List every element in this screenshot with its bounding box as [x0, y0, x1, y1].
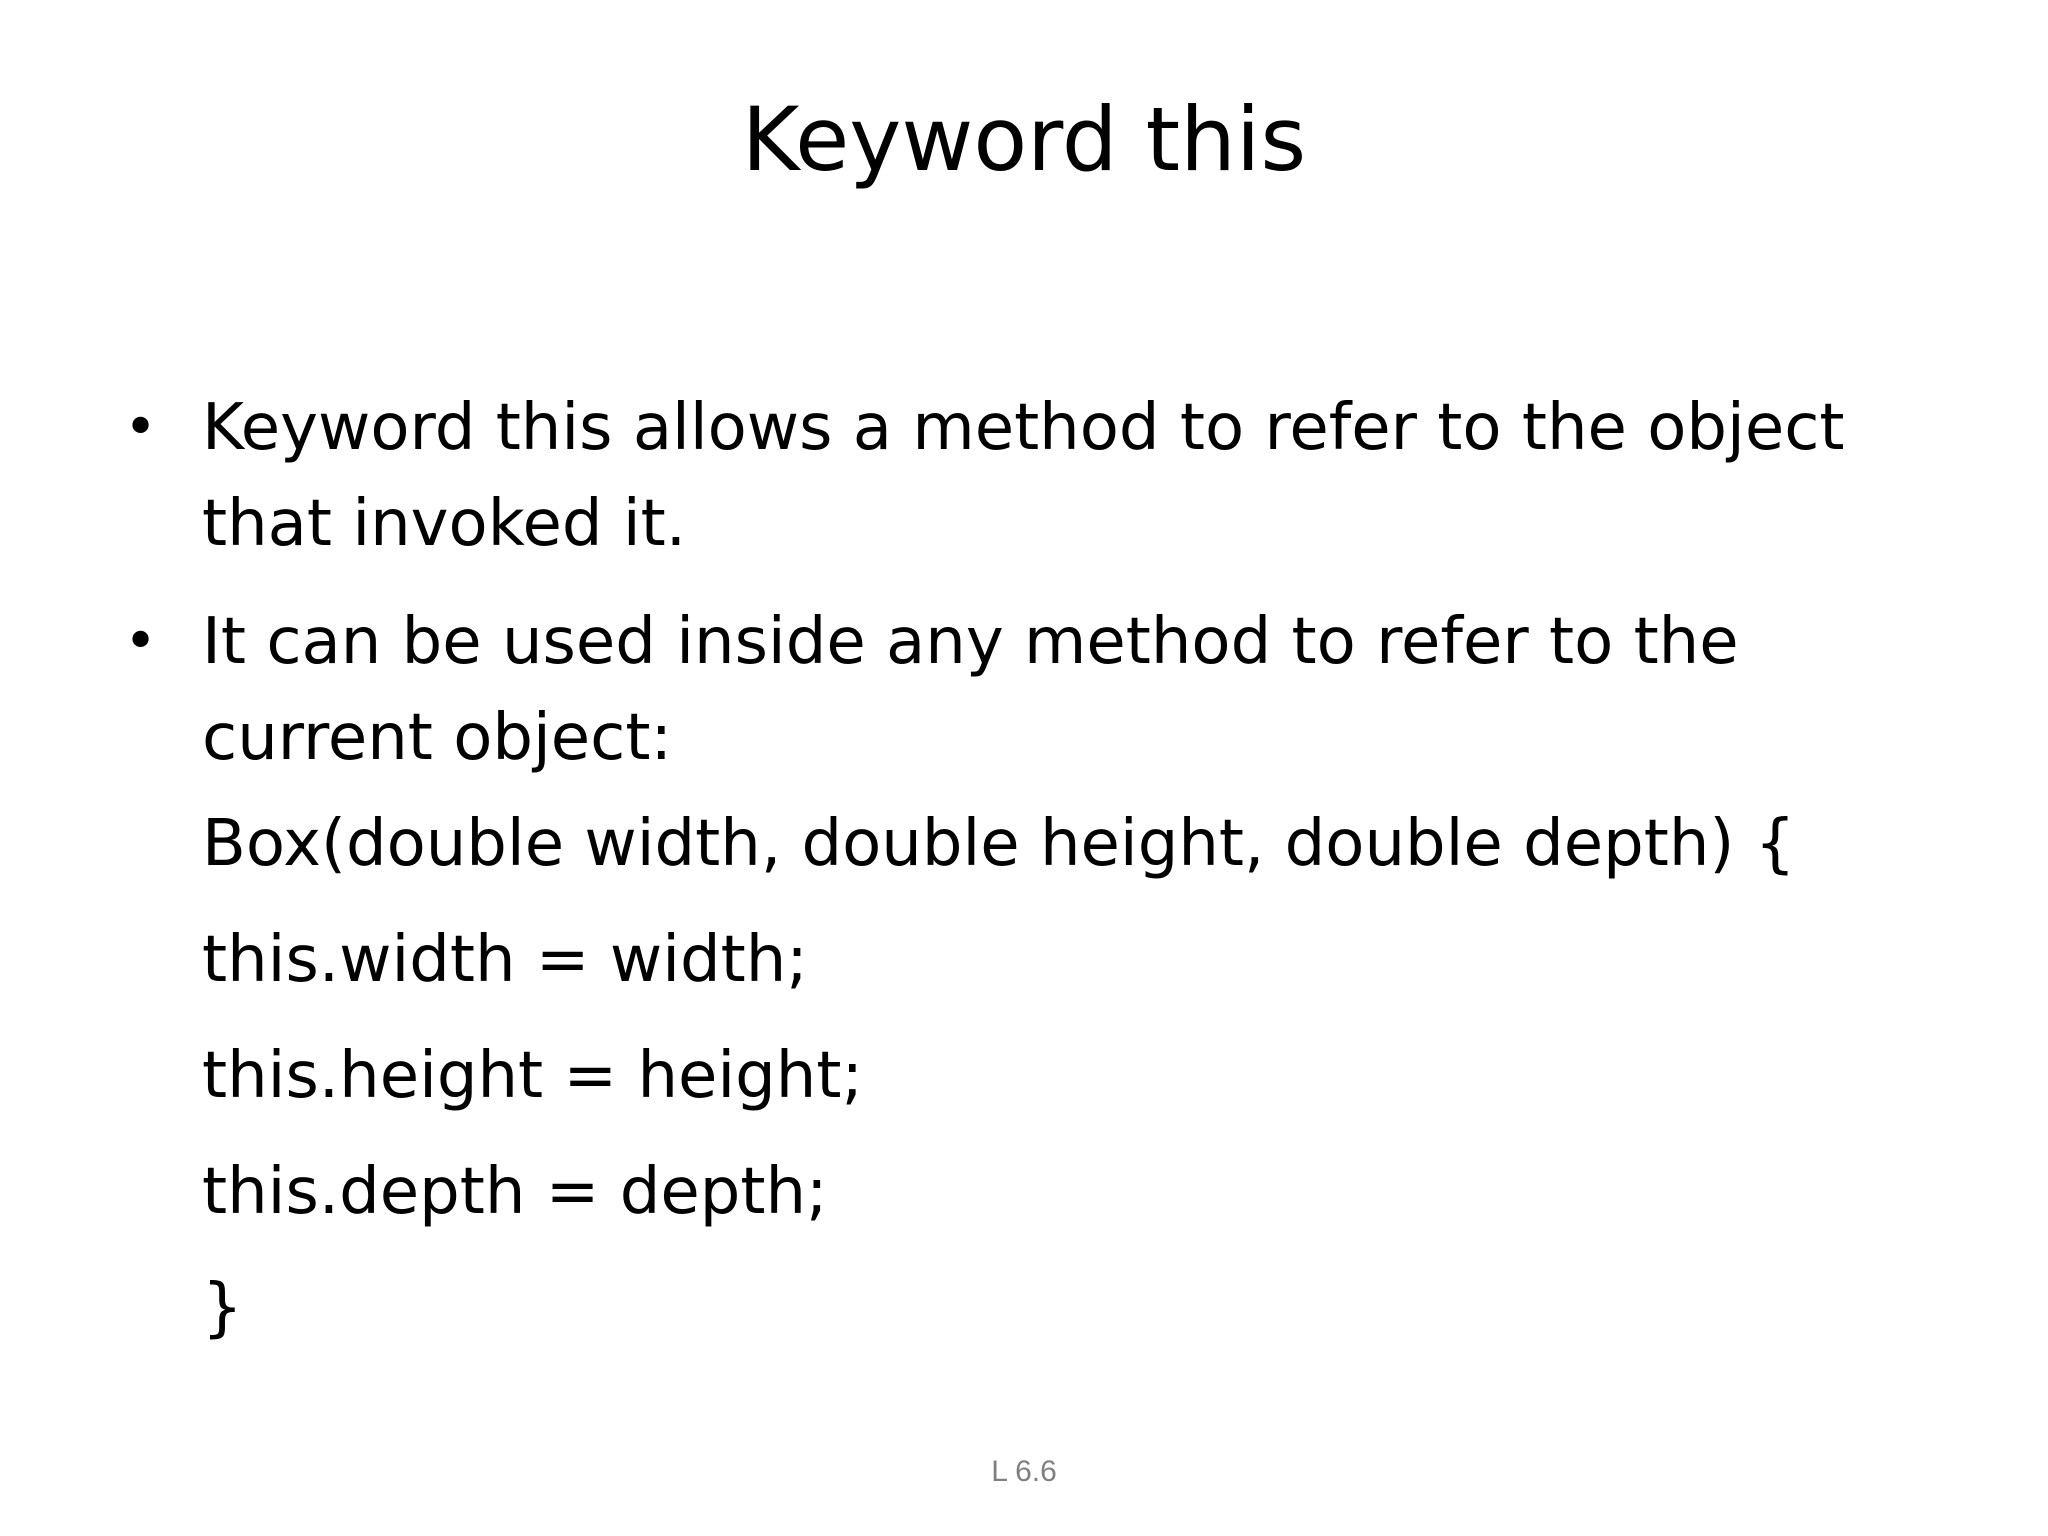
- code-line: this.width = width;: [202, 923, 808, 997]
- code-line: Box(double width, double height, double depth) {: [202, 807, 1796, 881]
- code-example: [202, 796, 1982, 1376]
- code-line: }: [202, 1271, 243, 1345]
- slide-title: Keyword this: [741, 88, 1307, 191]
- bullet-icon: •: [124, 395, 158, 460]
- bullet-icon: •: [124, 609, 158, 674]
- bullet-text: It can be used inside any method to refer to the current object:: [202, 605, 1739, 775]
- slide-number: L 6.6: [991, 1455, 1057, 1488]
- bullet-list: [122, 380, 1922, 808]
- bullet-text: Keyword this allows a method to refer to the object that invoked it.: [202, 391, 1845, 561]
- bullet-item: [122, 594, 1922, 786]
- bullet-item: [122, 380, 1922, 572]
- code-line: this.height = height;: [202, 1039, 863, 1113]
- code-line: this.depth = depth;: [202, 1155, 828, 1229]
